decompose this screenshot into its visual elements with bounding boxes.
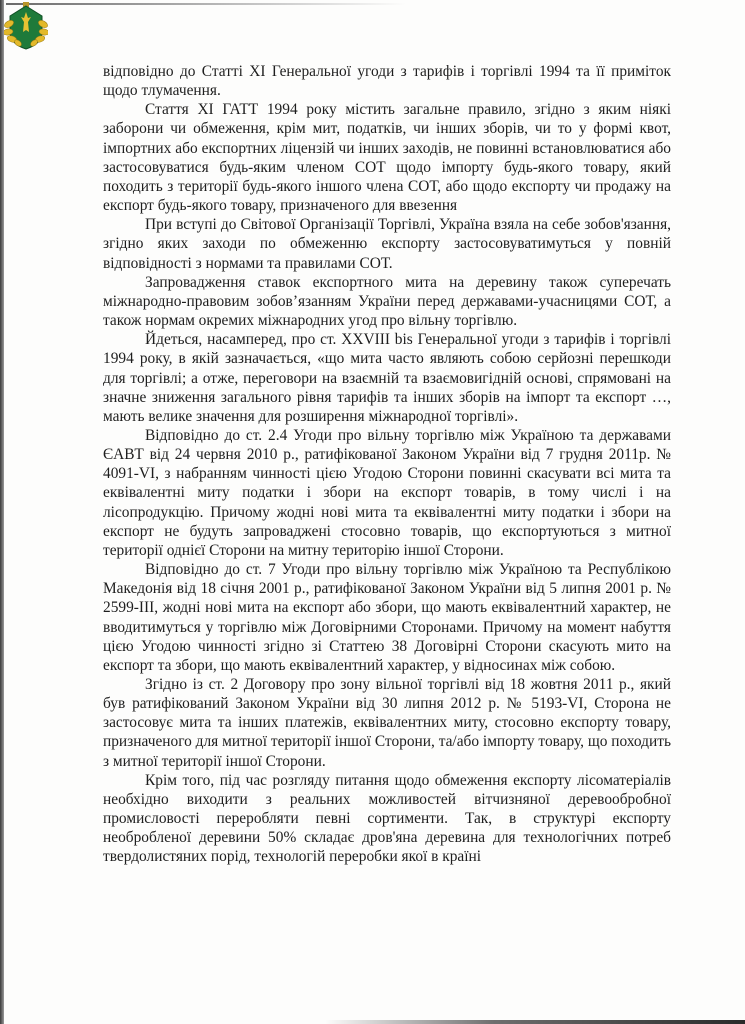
paragraph-efta-agreement: Відповідно до ст. 2.4 Угоди про вільну торгівлю між Україною та державами ЄАВТ від 24 червня 2010 р., ратифікованої Законом України від 7 грудня 2011р. № 4091-VI, з набранням чинності цією Угодою Сторони повинні скасувати всі мита та еквівалентні миту податки і збори на експорт товарів, в тому числі і на лісопродукцію. Причому жодні нові мита та еквівалентні миту податки і збори на експорт не будуть запроваджені стосовно товарів, що експортуються з митної території однієї Сторони на митну територію іншої Сторони.	[103, 426, 671, 559]
ukrainian-forestry-emblem-icon	[4, 2, 48, 50]
scan-left-edge	[0, 0, 4, 1024]
paragraph-gatt-article-xi: Стаття XI ГАТТ 1994 року містить загальне правило, згідно з яким ніякі заборони чи обмеження, крім мит, податків, чи інших зборів, чи то у формі квот, імпортних або експортних ліцензій чи інших заходів, не повинні встановлюватися або застосовуватися будь-яким членом СОТ щодо імпорту будь-якого товару, який походить з території будь-якого іншого члена СОТ, або щодо експорту чи продажу на експорт будь-якого товару, призначеного для ввезення	[103, 101, 671, 215]
paragraph-free-trade-zone-treaty: Згідно із ст. 2 Договору про зону вільної торгівлі від 18 жовтня 2011 р., який був ратифікований Законом України від 30 липня 2012 р. № 5193-VI, Сторона не застосовує мита та інших платежів, еквівалентних миту, стосовно експорту товару, призначеного для митної території іншої Сторони, та/або імпорту товару, що походить з митної території іншої Сторони.	[103, 676, 671, 770]
paragraph-macedonia-agreement: Відповідно до ст. 7 Угоди про вільну торгівлю між Україною та Республікою Македонія від 18 січня 2001 р., ратифікованої Законом України від 5 липня 2001 р. № 2599-III, жодні нові мита на експорт або збори, що мають еквівалентний характер, не вводитимуться у торгівлю між Договірними Сторонами. Причому на момент набуття цією Угодою чинності згідно зі Статтею 38 Договірні Сторони скасують мито на експорт та збори, що мають еквівалентний характер, у відносинах між собою.	[103, 561, 671, 674]
paragraph-timber-processing: Крім того, під час розгляду питання щодо обмеження експорту лісоматеріалів необхідно виходити з реальних можливостей вітчизняної деревообробної промисловості переробляти певні сортименти. Так, в структурі експорту необробленої деревини 50% складає дров'яна деревина для технологічних потреб твердолистяних порід, технологій переробки якої в країні	[103, 771, 671, 866]
paragraph-wto-accession: При вступі до Світової Організації Торгівлі, Україна взяла на себе зобов'язання, згідно яких заходи по обмеженню експорту застосовуватимуться у повній відповідності з нормами та правилами СОТ.	[103, 216, 671, 272]
paragraph-continuation: відповідно до Статті XI Генеральної угоди з тарифів і торгівлі 1994 та її приміток щодо тлумачення.	[103, 63, 671, 100]
paragraph-gatt-article-xxviii-bis: Йдеться, насамперед, про ст. XXVIII bis Генеральної угоди з тарифів і торгівлі 1994 року, в якій зазначається, «що мита часто являють собою серйозні перешкоди для торгівлі; а отже, переговори на взаємній та взаємовигідній основі, спрямовані на значне зниження загального рівня тарифів та інших зборів на імпорт та експорт …, мають велике значення для розширення міжнародної торгівлі».	[103, 331, 671, 425]
document-body	[103, 62, 671, 867]
header-rule	[6, 3, 406, 5]
paragraph-export-duty-contradiction: Запровадження ставок експортного мита на деревину також суперечать міжнародно-правовим зобов’язанням України перед державами-учасницями СОТ, а також нормам окремих міжнародних угод про вільну торгівлю.	[103, 273, 671, 330]
scan-bottom-edge	[325, 1020, 745, 1024]
